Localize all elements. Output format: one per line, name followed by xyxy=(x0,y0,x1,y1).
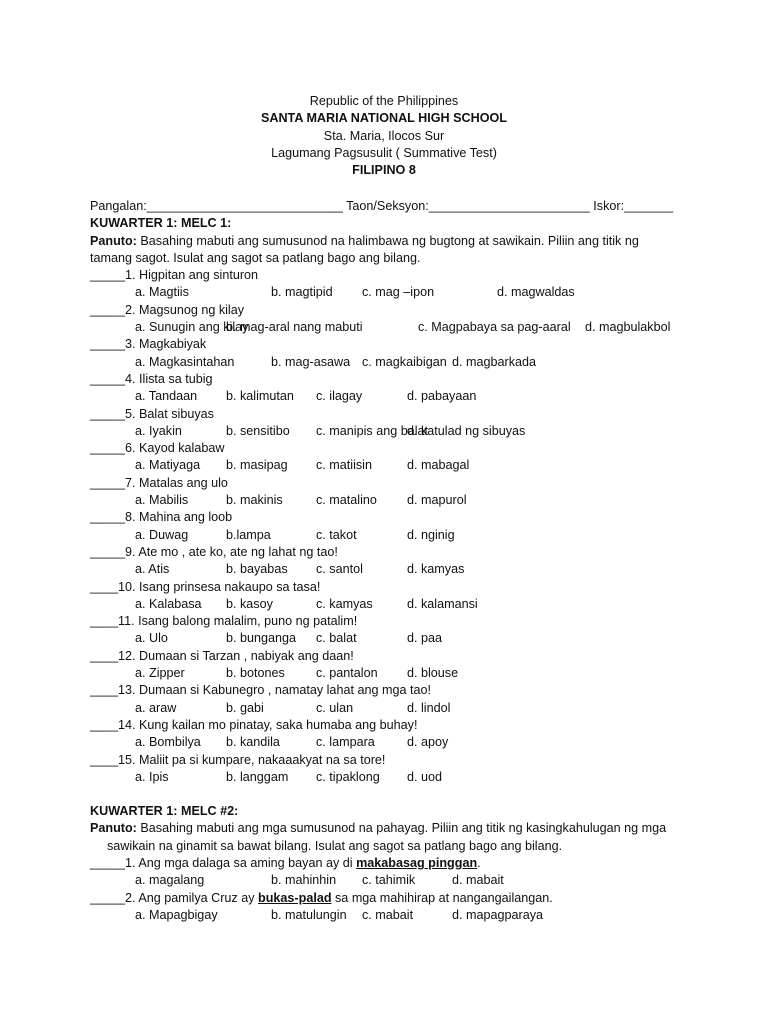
option-b: b. kasoy xyxy=(226,596,273,611)
option-c: c. matiisin xyxy=(316,458,372,473)
option-d: d. mapagparaya xyxy=(452,907,544,922)
option-d: d. kalamansi xyxy=(407,596,478,611)
option-b: b. mahinhin xyxy=(271,873,337,888)
question-text-end: . xyxy=(477,855,481,870)
question-item: _____1. Higpitan ang sinturon xyxy=(90,268,259,283)
answer-options xyxy=(90,354,690,371)
option-b: b. kalimutan xyxy=(226,389,294,404)
option-c: c. santol xyxy=(316,562,363,577)
school-name: SANTA MARIA NATIONAL HIGH SCHOOL xyxy=(260,111,508,126)
answer-options xyxy=(90,284,690,301)
question-item: ____11. Isang balong malalim, puno ng patalim! xyxy=(90,614,358,629)
option-b: b. sensitibo xyxy=(226,423,290,438)
option-d: d. pabayaan xyxy=(407,389,477,404)
test-title: Lagumang Pagsusulit ( Summative Test) xyxy=(271,145,497,160)
panuto-label: Panuto: xyxy=(90,821,137,836)
answer-options xyxy=(90,561,690,578)
option-a: a. Iyakin xyxy=(135,423,182,438)
answer-options xyxy=(90,388,690,405)
section1-heading: KUWARTER 1: MELC 1: xyxy=(90,216,232,231)
section2-instructions-line2: sawikain na ginamit sa bawat bilang. Isulat ang sagot sa patlang bago ang bilang. xyxy=(107,838,563,853)
option-d: d. magwaldas xyxy=(497,285,575,300)
question-item: ____10. Isang prinsesa nakaupo sa tasa! xyxy=(90,579,321,594)
option-c: c. takot xyxy=(316,527,357,542)
option-c: c. matalino xyxy=(316,493,377,508)
option-c: c. mabait xyxy=(362,907,414,922)
option-c: c. magkaibigan xyxy=(362,354,447,369)
option-d: d. uod xyxy=(407,769,443,784)
answer-options xyxy=(90,700,690,717)
option-c: c. lampara xyxy=(316,735,375,750)
question-item xyxy=(90,855,690,872)
answer-options xyxy=(90,596,690,613)
question-item: ____15. Maliit pa si kumpare, nakaaakyat na sa tore! xyxy=(90,752,386,767)
option-c: c. pantalon xyxy=(316,666,378,681)
option-b: b. bayabas xyxy=(226,562,288,577)
option-a: a. Mabilis xyxy=(135,493,189,508)
section1-instructions xyxy=(90,233,646,268)
option-b: b. kandila xyxy=(226,735,280,750)
option-d: d. kamyas xyxy=(407,562,465,577)
option-b: b. mag-aral nang mabuti xyxy=(226,320,363,335)
option-a: a. Sunugin ang kilay xyxy=(135,320,249,335)
option-c: c. tahimik xyxy=(362,873,416,888)
option-a: a. Zipper xyxy=(135,666,185,681)
option-b: b. matulungin xyxy=(271,907,347,922)
question-item: _____9. Ate mo , ate ko, ate ng lahat ng tao! xyxy=(90,544,338,559)
student-info-line: Pangalan:____________________________ Taon/Seksyon:_______________________ Iskor:_______ xyxy=(90,199,674,213)
question-item: _____5. Balat sibuyas xyxy=(90,406,214,421)
answer-options xyxy=(90,872,690,889)
question-item: ____13. Dumaan si Kabunegro , namatay lahat ang mga tao! xyxy=(90,683,431,698)
option-c: c. kamyas xyxy=(316,596,373,611)
test-body xyxy=(90,198,690,924)
option-d: d. magbulakbol xyxy=(585,320,671,335)
section2-heading: KUWARTER 1: MELC #2: xyxy=(90,804,239,819)
option-b: b. langgam xyxy=(226,769,289,784)
option-c: c. ilagay xyxy=(316,389,363,404)
answer-options xyxy=(90,734,690,751)
section1-items xyxy=(90,267,690,786)
option-a: a. Atis xyxy=(135,562,170,577)
option-a: a. Ulo xyxy=(135,631,168,646)
option-d: d. mabait xyxy=(452,873,504,888)
option-c: c. mag –ipon xyxy=(362,285,435,300)
option-d: d. katulad ng sibuyas xyxy=(407,423,526,438)
option-d: d. magbarkada xyxy=(452,354,537,369)
question-text: _____1. Ang mga dalaga sa aming bayan ay di xyxy=(90,855,357,870)
panuto-text: Basahing mabuti ang sumusunod na halimbawa ng bugtong at sawikain. Piliin ang titik ng tamang sagot. Isulat ang sagot sa patlang bago ang bilang. xyxy=(90,233,639,265)
idiom-highlight: makabasag pinggan xyxy=(356,855,478,870)
answer-options xyxy=(90,319,690,336)
answer-options xyxy=(90,769,690,786)
option-d: d. nginig xyxy=(407,527,455,542)
question-item: ____14. Kung kailan mo pinatay, saka humaba ang buhay! xyxy=(90,717,418,732)
answer-options xyxy=(90,665,690,682)
option-a: a. Duwag xyxy=(135,527,189,542)
option-d: d. mapurol xyxy=(407,493,467,508)
option-a: a. Magkasintahan xyxy=(135,354,235,369)
answer-options xyxy=(90,630,690,647)
section2-instructions-line1 xyxy=(90,820,690,837)
option-d: d. mabagal xyxy=(407,458,470,473)
answer-options xyxy=(90,527,690,544)
question-text-end: sa mga mahihirap at nangangailangan. xyxy=(331,890,553,905)
option-b: b. magtipid xyxy=(271,285,333,300)
option-d: d. paa xyxy=(407,631,443,646)
option-b: b. mag-asawa xyxy=(271,354,351,369)
idiom-highlight: bukas-palad xyxy=(258,890,332,905)
question-text: _____2. Ang pamilya Cruz ay xyxy=(90,890,259,905)
option-d: d. lindol xyxy=(407,700,451,715)
option-a: a. Matiyaga xyxy=(135,458,201,473)
republic-line: Republic of the Philippines xyxy=(309,94,459,108)
option-d: d. blouse xyxy=(407,666,459,681)
question-item: ____12. Dumaan si Tarzan , nabiyak ang daan! xyxy=(90,648,354,663)
option-a: a. Magtiis xyxy=(135,285,189,300)
document-header xyxy=(0,93,768,179)
answer-options xyxy=(90,492,690,509)
option-b: b. masipag xyxy=(226,458,288,473)
option-d: d. apoy xyxy=(407,735,449,750)
option-c: c. balat xyxy=(316,631,357,646)
question-item: _____2. Magsunog ng kilay xyxy=(90,302,245,317)
answer-options xyxy=(90,423,690,440)
question-item: _____6. Kayod kalabaw xyxy=(90,441,225,456)
option-c: c. tipaklong xyxy=(316,769,380,784)
question-item: _____7. Matalas ang ulo xyxy=(90,475,228,490)
option-a: a. Kalabasa xyxy=(135,596,202,611)
subject-title: FILIPINO 8 xyxy=(352,163,416,178)
option-b: b. bunganga xyxy=(226,631,297,646)
option-c: c. manipis ang balat xyxy=(316,423,429,438)
option-a: a. Mapagbigay xyxy=(135,907,218,922)
option-a: a. magalang xyxy=(135,873,205,888)
question-item: _____8. Mahina ang loob xyxy=(90,510,233,525)
panuto-label: Panuto: xyxy=(90,233,137,248)
option-a: a. Ipis xyxy=(135,769,169,784)
answer-options xyxy=(90,907,690,924)
question-item: _____3. Magkabiyak xyxy=(90,337,207,352)
option-a: a. Tandaan xyxy=(135,389,198,404)
section2-items xyxy=(90,855,690,924)
question-item: _____4. Ilista sa tubig xyxy=(90,371,213,386)
option-c: c. ulan xyxy=(316,700,354,715)
option-b: b.lampa xyxy=(226,527,271,542)
panuto-text: Basahing mabuti ang mga sumusunod na pahayag. Piliin ang titik ng kasingkahulugan ng mga xyxy=(136,821,667,836)
option-c: c. Magpabaya sa pag-aaral xyxy=(418,320,571,335)
answer-options xyxy=(90,457,690,474)
question-item xyxy=(90,890,690,907)
school-location: Sta. Maria, Ilocos Sur xyxy=(323,128,445,143)
option-b: b. botones xyxy=(226,666,285,681)
option-b: b. gabi xyxy=(226,700,264,715)
option-b: b. makinis xyxy=(226,493,283,508)
option-a: a. Bombilya xyxy=(135,735,201,750)
option-a: a. araw xyxy=(135,700,177,715)
